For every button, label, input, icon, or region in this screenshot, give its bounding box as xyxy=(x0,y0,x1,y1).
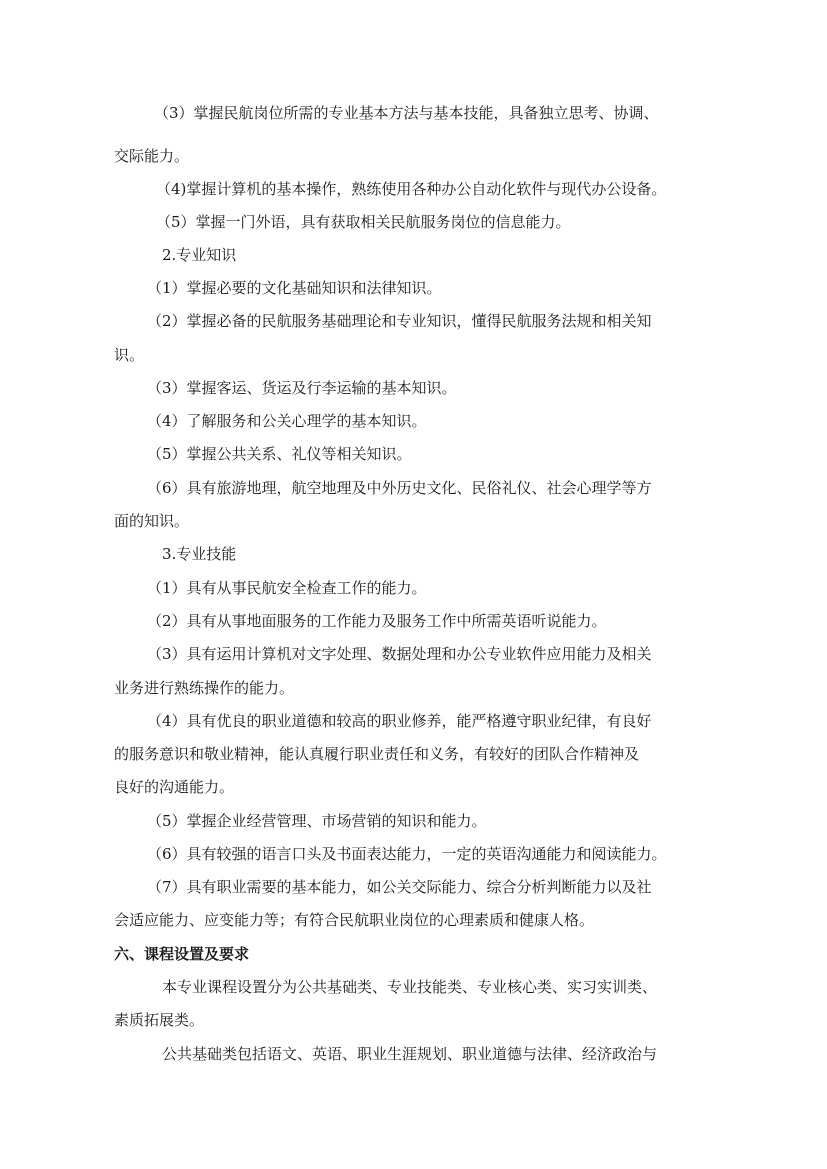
paragraph-line: （5）掌握公共关系、礼仪等相关知识。 xyxy=(147,445,412,463)
section-heading: 六、课程设置及要求 xyxy=(114,945,250,963)
paragraph-line: （3）具有运用计算机对文字处理、数据处理和办公专业软件应用能力及相关 xyxy=(147,645,652,663)
paragraph-line: 良好的沟通能力。 xyxy=(114,778,235,796)
paragraph-line: 本专业课程设置分为公共基础类、专业技能类、专业核心类、实习实训类、 xyxy=(162,978,658,996)
paragraph-line: （2）具有从事地面服务的工作能力及服务工作中所需英语听说能力。 xyxy=(147,612,607,630)
paragraph-line: 公共基础类包括语文、英语、职业生涯规划、职业道德与法律、经济政治与 xyxy=(162,1045,658,1063)
section-subheading: 2.专业知识 xyxy=(162,246,237,264)
paragraph-line: （4）了解服务和公关心理学的基本知识。 xyxy=(147,412,427,430)
paragraph-line: （4)掌握计算机的基本操作，熟练使用各种办公自动化软件与现代办公设备。 xyxy=(156,180,667,198)
paragraph-line: （6）具有较强的语言口头及书面表达能力，一定的英语沟通能力和阅读能力。 xyxy=(147,845,667,863)
paragraph-line: （5）掌握一门外语，具有获取相关民航服务岗位的信息能力。 xyxy=(156,213,571,231)
paragraph-line: （4）具有优良的职业道德和较高的职业修养，能严格遵守职业纪律，有良好 xyxy=(147,712,652,730)
paragraph-line: 交际能力。 xyxy=(114,147,190,165)
section-subheading: 3.专业技能 xyxy=(162,545,237,563)
paragraph-line: （3）掌握客运、货运及行李运输的基本知识。 xyxy=(147,379,457,397)
paragraph-line: （2）掌握必备的民航服务基础理论和专业知识，懂得民航服务法规和相关知 xyxy=(147,312,652,330)
paragraph-line: （5）掌握企业经营管理、市场营销的知识和能力。 xyxy=(147,812,487,830)
paragraph-line: （1）具有从事民航安全检查工作的能力。 xyxy=(147,579,427,597)
paragraph-line: 识。 xyxy=(114,346,145,364)
paragraph-line: （3）掌握民航岗位所需的专业基本方法与基本技能，具备独立思考、协调、 xyxy=(154,104,659,122)
paragraph-line: （7）具有职业需要的基本能力，如公关交际能力、综合分析判断能力以及社 xyxy=(147,878,652,896)
paragraph-line: 面的知识。 xyxy=(114,512,190,530)
paragraph-line: 会适应能力、应变能力等；有符合民航职业岗位的心理素质和健康人格。 xyxy=(114,911,595,929)
paragraph-line: （6）具有旅游地理，航空地理及中外历史文化、民俗礼仪、社会心理学等方 xyxy=(147,479,652,497)
paragraph-line: 的服务意识和敬业精神，能认真履行职业责任和义务，有较好的团队合作精神及 xyxy=(114,745,640,763)
paragraph-line: 业务进行熟练操作的能力。 xyxy=(114,679,295,697)
paragraph-line: （1）掌握必要的文化基础知识和法律知识。 xyxy=(147,279,442,297)
paragraph-line: 素质拓展类。 xyxy=(114,1011,205,1029)
